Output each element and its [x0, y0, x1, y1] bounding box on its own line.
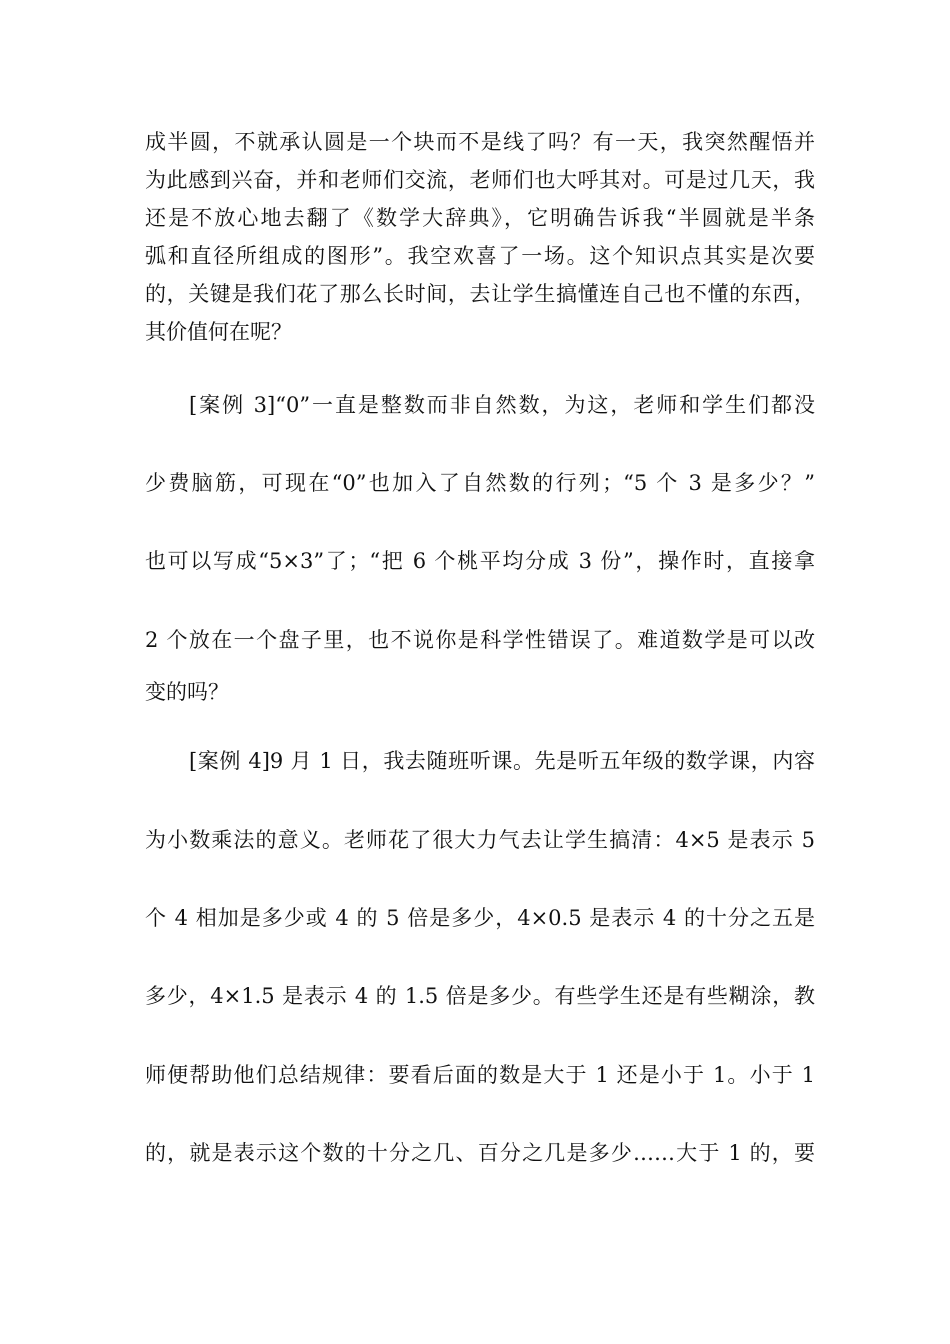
text-line: 也可以写成“5×3”了；“把 6 个桃平均分成 3 份”，操作时，直接拿: [145, 549, 815, 573]
text-line: 的，就是表示这个数的十分之几、百分之几是多少……大于 1 的，要: [145, 1141, 815, 1165]
text-line: [案例 3]“0”一直是整数而非自然数，为这，老师和学生们都没: [189, 393, 815, 417]
text-line: 少费脑筋，可现在“0”也加入了自然数的行列；“5 个 3 是多少？”: [145, 471, 815, 495]
text-line: 变的吗？: [145, 680, 229, 704]
text-line: 弧和直径所组成的图形”。我空欢喜了一场。这个知识点其实是次要: [145, 244, 815, 268]
text-line: 还是不放心地去翻了《数学大辞典》，它明确告诉我“半圆就是半条: [145, 206, 815, 230]
text-line: 其价值何在呢？: [145, 320, 292, 344]
text-line: 2 个放在一个盘子里，也不说你是科学性错误了。难道数学是可以改: [145, 628, 815, 652]
text-line: 的，关键是我们花了那么长时间，去让学生搞懂连自己也不懂的东西，: [145, 282, 815, 306]
text-line: 师便帮助他们总结规律：要看后面的数是大于 1 还是小于 1。小于 1: [145, 1063, 815, 1087]
text-line: 多少，4×1.5 是表示 4 的 1.5 倍是多少。有些学生还是有些糊涂，教: [145, 984, 815, 1008]
text-line: 个 4 相加是多少或 4 的 5 倍是多少，4×0.5 是表示 4 的十分之五是: [145, 906, 815, 930]
text-line: 成半圆，不就承认圆是一个块而不是线了吗？有一天，我突然醒悟并: [145, 130, 815, 154]
text-line: 为小数乘法的意义。老师花了很大力气去让学生搞清：4×5 是表示 5: [145, 828, 815, 852]
text-line: 为此感到兴奋，并和老师们交流，老师们也大呼其对。可是过几天，我: [145, 168, 815, 192]
text-line: [案例 4]9 月 1 日，我去随班听课。先是听五年级的数学课，内容: [189, 749, 815, 773]
